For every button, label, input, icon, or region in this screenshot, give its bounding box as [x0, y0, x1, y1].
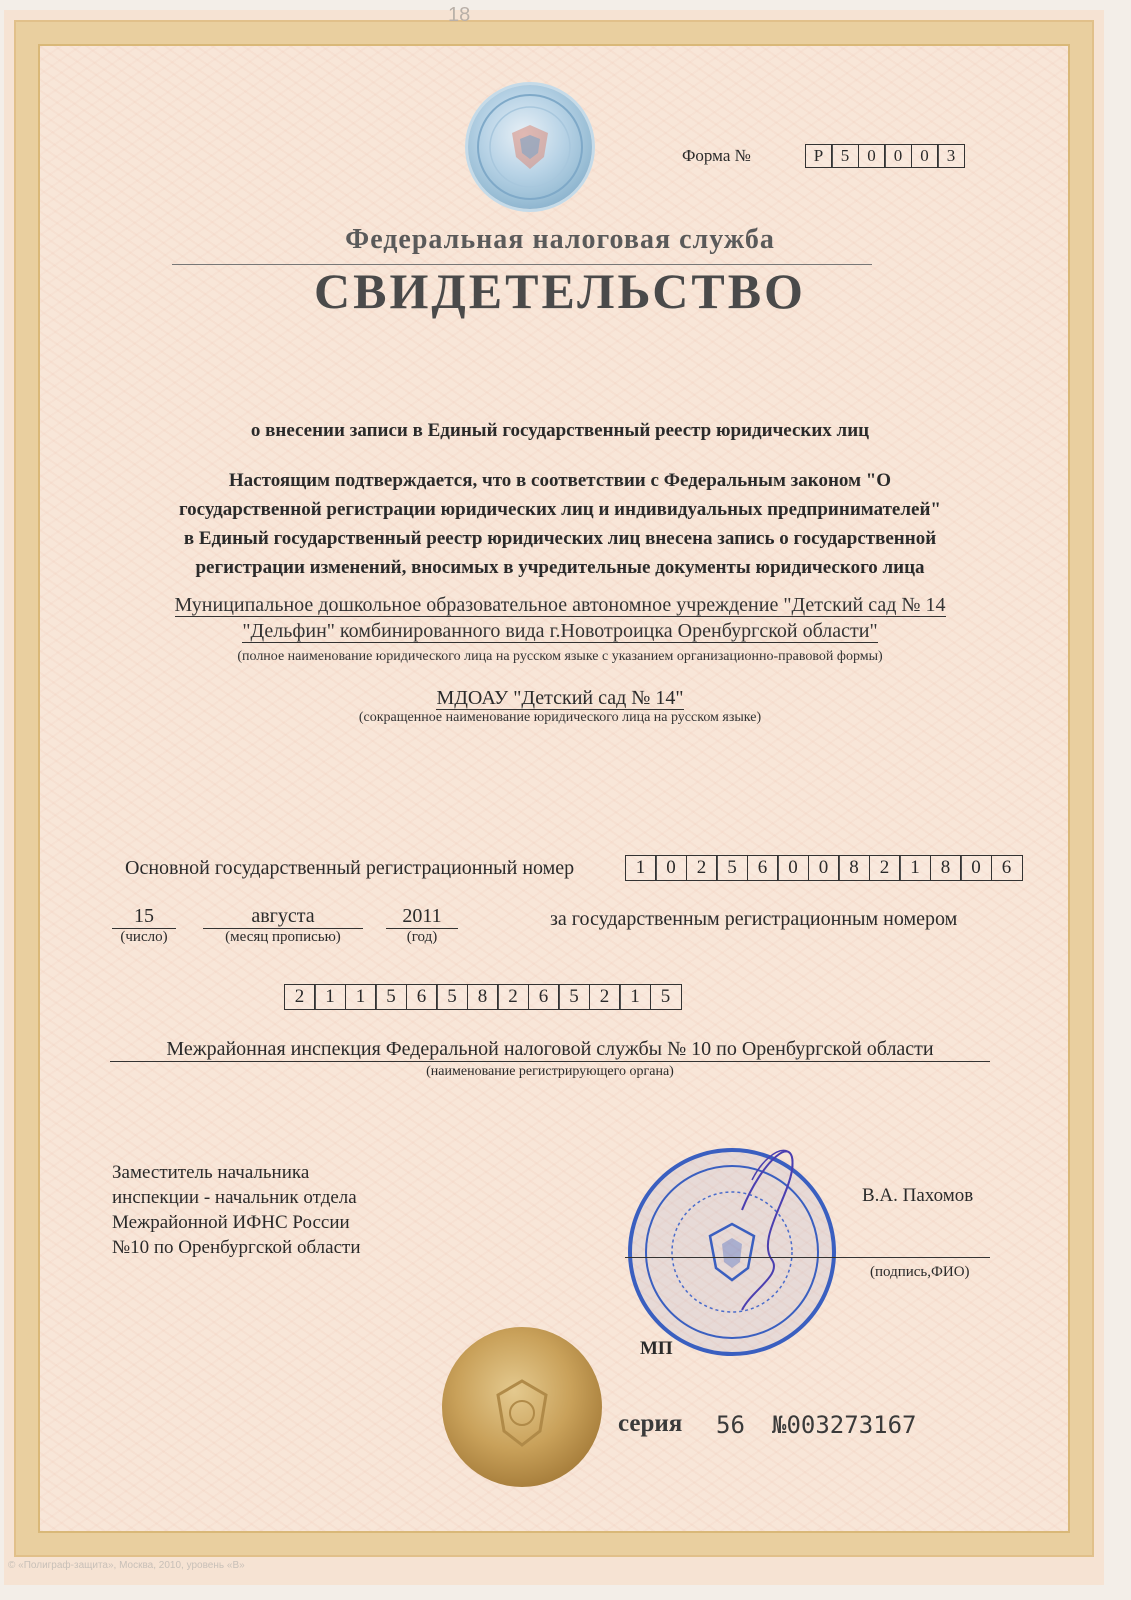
digit-cell: 2 — [869, 855, 901, 881]
service-name: Федеральная налоговая служба — [345, 224, 775, 255]
entity-short-name — [100, 687, 1020, 726]
digit-cell: 0 — [884, 144, 912, 168]
digit-cell: 2 — [686, 855, 718, 881]
digit-cell: 8 — [467, 984, 499, 1010]
authority-name: Межрайонная инспекция Федеральной налоговой службы № 10 по Оренбургской области — [110, 1038, 990, 1062]
document-subtitle: о внесении записи в Единый государственный реестр юридических лиц — [250, 420, 870, 441]
day-value: 15 — [112, 905, 176, 929]
digit-cell: 6 — [747, 855, 779, 881]
digit-cell: 5 — [831, 144, 859, 168]
month-hint: (месяц прописью) — [225, 929, 341, 945]
position-line: №10 по Оренбургской области — [112, 1237, 361, 1258]
signatory-position — [112, 1160, 360, 1260]
digit-cell: 0 — [808, 855, 840, 881]
digit-cell: 5 — [558, 984, 590, 1010]
form-number-cells — [806, 144, 965, 168]
hologram-emblem-icon — [468, 85, 592, 209]
serial-number: №003273167 — [772, 1411, 917, 1439]
digit-cell: 8 — [838, 855, 870, 881]
date-month — [203, 905, 363, 946]
position-line: инспекции - начальник отдела — [112, 1187, 357, 1208]
ogrn-label: Основной государственный регистрационный номер — [125, 857, 575, 879]
serial-label: серия — [618, 1410, 683, 1437]
seal-place-mark: МП — [640, 1338, 673, 1359]
digit-cell: 0 — [777, 855, 809, 881]
statement-line: регистрации изменений, вносимых в учредительные документы юридического лица — [195, 557, 925, 578]
serial-series: 56 — [716, 1411, 745, 1439]
digit-cell: 5 — [650, 984, 682, 1010]
digit-cell: 5 — [436, 984, 468, 1010]
digit-cell: 1 — [314, 984, 346, 1010]
statement-line: Настоящим подтверждается, что в соответствии с Федеральным законом "О — [228, 470, 892, 491]
day-hint: (число) — [120, 929, 168, 945]
form-label: Форма № — [682, 146, 751, 165]
digit-cell: 1 — [625, 855, 657, 881]
digit-cell: 2 — [284, 984, 316, 1010]
signatory-fio: В.А. Пахомов — [862, 1185, 974, 1206]
year-value: 2011 — [386, 905, 458, 929]
signature-hint: (подпись,ФИО) — [870, 1264, 970, 1280]
digit-cell: 1 — [619, 984, 651, 1010]
ogrn-cells — [626, 855, 1023, 881]
digit-cell: Р — [805, 144, 833, 168]
digit-cell: 0 — [960, 855, 992, 881]
printer-footer: © «Полиграф-защита», Москва, 2010, уровень «В» — [8, 1560, 245, 1571]
entity-full-name-line: Муниципальное дошкольное образовательное автономное учреждение "Детский сад № 14 — [174, 594, 946, 616]
pencil-mark: 18 — [448, 4, 471, 26]
digit-cell: 2 — [497, 984, 529, 1010]
digit-cell: 0 — [911, 144, 939, 168]
month-value: августа — [203, 905, 363, 929]
entity-full-name — [100, 592, 1020, 670]
position-line: Заместитель начальника — [112, 1162, 310, 1183]
digit-cell: 1 — [899, 855, 931, 881]
year-hint: (год) — [406, 929, 438, 945]
digit-cell: 6 — [528, 984, 560, 1010]
document-title: СВИДЕТЕЛЬСТВО — [314, 263, 806, 319]
grn-cells — [285, 984, 682, 1010]
date-day — [112, 905, 176, 946]
digit-cell: 6 — [991, 855, 1023, 881]
date-year — [386, 905, 458, 946]
digit-cell: 5 — [716, 855, 748, 881]
digit-cell: 0 — [655, 855, 687, 881]
full-name-hint: (полное наименование юридического лица на русском языке с указанием организационно-правовой формы) — [237, 649, 883, 664]
grn-label: за государственным регистрационным номером — [550, 908, 958, 930]
signature-line — [625, 1257, 990, 1258]
authority-hint: (наименование регистрирующего органа) — [426, 1064, 674, 1079]
digit-cell: 8 — [930, 855, 962, 881]
statement-text — [110, 466, 1010, 582]
official-stamp-icon — [622, 1140, 842, 1365]
short-name-hint: (сокращенное наименование юридического лица на русском языке) — [358, 710, 762, 725]
short-name-value: МДОАУ "Детский сад № 14" — [436, 687, 684, 709]
gold-seal-icon — [440, 1325, 605, 1490]
entity-full-name-line: "Дельфин" комбинированного вида г.Новотроицка Оренбургской области" — [242, 620, 878, 642]
position-line: Межрайонной ИФНС России — [112, 1212, 350, 1233]
digit-cell: 6 — [406, 984, 438, 1010]
digit-cell: 5 — [375, 984, 407, 1010]
digit-cell: 0 — [858, 144, 886, 168]
statement-line: государственной регистрации юридических лиц и индивидуальных предпринимателей" — [179, 499, 941, 520]
statement-line: в Единый государственный реестр юридических лиц внесена запись о государственной — [183, 528, 937, 549]
digit-cell: 1 — [345, 984, 377, 1010]
digit-cell: 3 — [937, 144, 965, 168]
digit-cell: 2 — [589, 984, 621, 1010]
